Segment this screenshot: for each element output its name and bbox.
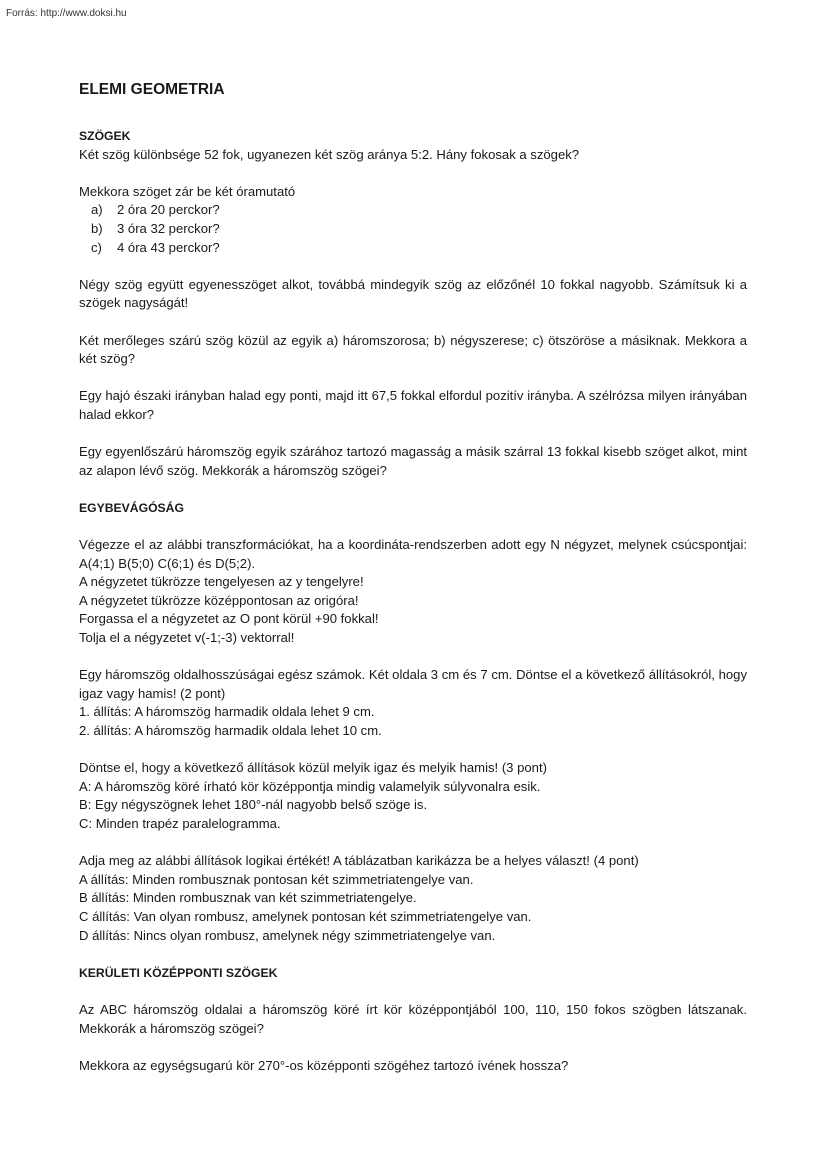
exercise-congruence-4: Adja meg az alábbi állítások logikai értékét! A táblázatban karikázza be a helyes választ! (4 pont)	[79, 853, 639, 869]
exercise-congruence-2-line: 2. állítás: A háromszög harmadik oldala lehet 10 cm.	[79, 723, 382, 738]
list-item: c) 4 óra 43 perckor?	[91, 239, 220, 255]
exercise-congruence-4-line: A állítás: Minden rombusznak pontosan két szimmetriatengelye van.	[79, 871, 474, 887]
exercise-congruence-1: Végezze el az alábbi transzformációkat, ha a koordináta-rendszerben adott egy N négyzet, melynek csúcspontjai: A(4;1) B(5;0) C(6;1) és D(5;2).	[79, 537, 747, 571]
document-title: ELEMI GEOMETRIA	[79, 81, 225, 98]
exercise-congruence-1-line: Tolja el a négyzetet v(-1;-3) vektorral!	[79, 630, 295, 646]
source-url: Forrás: http://www.doksi.hu	[6, 8, 127, 19]
exercise-angles-2-options	[79, 201, 747, 257]
exercise-congruence-1-line: A négyzetet tükrözze középpontosan az origóra!	[79, 592, 359, 608]
exercise-angles-2-intro: Mekkora szöget zár be két óramutató	[79, 183, 296, 199]
exercise-angles-5: Egy hajó északi irányban halad egy ponti, majd itt 67,5 fokkal elfordul pozitív irányba. A szélrózsa milyen irányában halad ekkor?	[79, 388, 747, 422]
list-item: b) 3 óra 32 perckor?	[91, 220, 220, 236]
exercise-angles-4: Két merőleges szárú szög közül az egyik a) háromszorosa; b) négyszerese; c) ötszöröse a másiknak. Mekkora a két szög?	[79, 332, 747, 367]
exercise-inscribed-1: Az ABC háromszög oldalai a háromszög köré írt kör középpontjából 100, 110, 150 fokos szögben látszanak. Mekkorák a háromszög szögei?	[79, 1001, 747, 1036]
document-page	[79, 80, 747, 1075]
exercise-congruence-4-line: C állítás: Van olyan rombusz, amelynek pontosan két szimmetriatengelye van.	[79, 908, 532, 924]
exercise-congruence-2-line: 1. állítás: A háromszög harmadik oldala lehet 9 cm.	[79, 704, 375, 720]
exercise-inscribed-2: Mekkora az egységsugarú kör 270°-os középponti szögéhez tartozó ívének hossza?	[79, 1057, 569, 1073]
exercise-angles-3: Négy szög együtt egyenesszöget alkot, továbbá mindegyik szög az előzőnél 10 fokkal nagyobb. Számítsuk ki a szögek nagyságát!	[79, 276, 747, 311]
section-heading-angles: SZÖGEK	[79, 129, 131, 143]
exercise-angles-1: Két szög különbsége 52 fok, ugyanezen két szög aránya 5:2. Hány fokosak a szögek?	[79, 146, 580, 162]
list-item: a) 2 óra 20 perckor?	[91, 202, 220, 218]
section-heading-inscribed-angles: KERÜLETI KÖZÉPPONTI SZÖGEK	[79, 965, 278, 980]
exercise-congruence-1-line: Forgassa el a négyzetet az O pont körül +90 fokkal!	[79, 611, 379, 627]
exercise-congruence-4-line: B állítás: Minden rombusznak van két szimmetriatengelye.	[79, 890, 417, 906]
exercise-congruence-2: Egy háromszög oldalhosszúságai egész számok. Két oldala 3 cm és 7 cm. Döntse el a következő állításokról, hogy igaz vagy hamis! (2 pont)	[79, 667, 747, 701]
exercise-angles-6: Egy egyenlőszárú háromszög egyik szárához tartozó magasság a másik szárral 13 fokkal kisebb szöget alkot, mint az alapon lévő szög. Mekkorák a háromszög szögei?	[79, 444, 747, 478]
exercise-congruence-4-line: D állítás: Nincs olyan rombusz, amelynek négy szimmetriatengelye van.	[79, 927, 496, 943]
exercise-congruence-3-line: A: A háromszög köré írható kör középpontja mindig valamelyik súlyvonalra esik.	[79, 778, 541, 794]
exercise-congruence-3-line: C: Minden trapéz paralelogramma.	[79, 815, 281, 831]
exercise-congruence-3: Döntse el, hogy a következő állítások közül melyik igaz és melyik hamis! (3 pont)	[79, 760, 547, 776]
section-heading-congruence: EGYBEVÁGÓSÁG	[79, 500, 184, 515]
exercise-congruence-1-line: A négyzetet tükrözze tengelyesen az y tengelyre!	[79, 574, 364, 590]
exercise-congruence-3-line: B: Egy négyszögnek lehet 180°-nál nagyobb belső szöge is.	[79, 797, 428, 813]
